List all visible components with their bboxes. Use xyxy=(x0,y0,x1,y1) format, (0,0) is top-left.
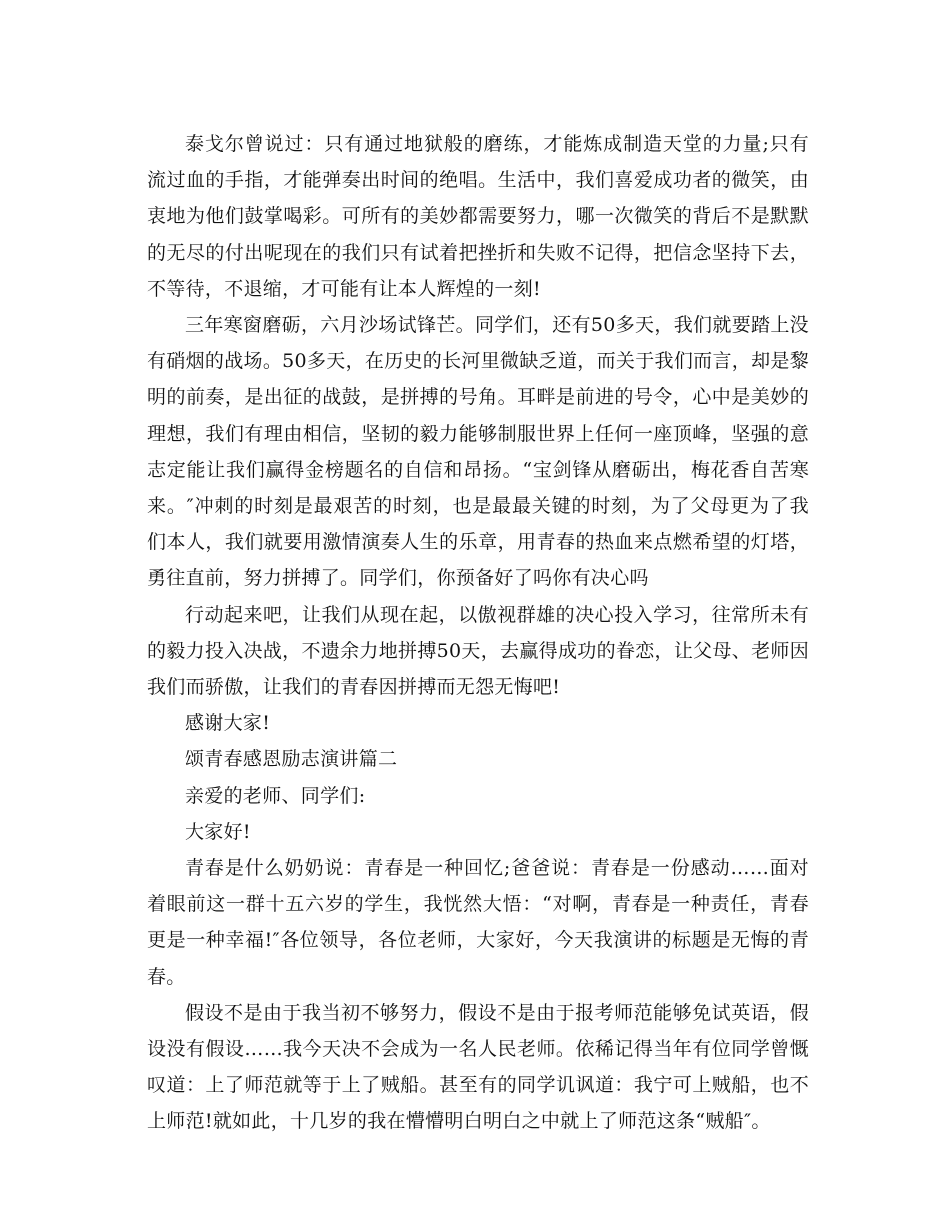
paragraph-normal-school: 假设不是由于我当初不够努力，假设不是由于报考师范能够免试英语，假设没有假设……我今天决不会成为一名人民老师。依稀记得当年有位同学曾慨叹道：上了师范就等于上了贼船。甚至有的同学讥讽道：我宁可上贼船，也不上师范!就如此，十几岁的我在懵懵明白明白之中就上了师范这条“贼船″。 xyxy=(147,1001,809,1133)
paragraph-take-action: 行动起来吧，让我们从现在起，以傲视群雄的决心投入学习，往常所未有的毅力投入决战，不遗余力地拼搏50天，去赢得成功的眷恋，让父母、老师因我们而骄傲，让我们的青春因拼搏而无怨无悔吧! xyxy=(147,603,809,699)
paragraph-fifty-days: 三年寒窗磨砺，六月沙场试锋芒。同学们，还有50多天，我们就要踏上没有硝烟的战场。50多天，在历史的长河里微缺乏道，而关于我们而言，却是黎明的前奏，是出征的战鼓，是拼搏的号角。耳畔是前进的号令，心中是美妙的理想，我们有理由相信，坚韧的毅力能够制服世界上任何一座顶峰，坚强的意志定能让我们赢得金榜题名的自信和昂扬。“宝剑锋从磨砺出，梅花香自苦寒来。″冲刺的时刻是最艰苦的时刻，也是最最关键的时刻，为了父母更为了我们本人，我们就要用激情演奏人生的乐章，用青春的热血来点燃希望的灯塔，勇往直前，努力拼搏了。同学们，你预备好了吗你有决心吗 xyxy=(147,314,809,590)
paragraph-hello: 大家好! xyxy=(185,820,251,843)
paragraph-greeting: 亲爱的老师、同学们: xyxy=(185,784,366,807)
document-body xyxy=(147,126,809,1140)
paragraph-tagore-quote: 泰戈尔曾说过：只有通过地狱般的磨练，才能炼成制造天堂的力量;只有流过血的手指，才能弹奏出时间的绝唱。生活中，我们喜爱成功者的微笑，由衷地为他们鼓掌喝彩。可所有的美妙都需要努力，哪一次微笑的背后不是默默的无尽的付出呢现在的我们只有试着把挫折和失败不记得，把信念坚持下去，不等待，不退缩，才可能有让本人辉煌的一刻! xyxy=(147,133,809,300)
paragraph-thanks: 感谢大家! xyxy=(185,712,271,735)
section-title: 颂青春感恩励志演讲篇二 xyxy=(185,748,398,771)
paragraph-what-is-youth: 青春是什么奶奶说：青春是一种回忆;爸爸说：青春是一份感动……面对着眼前这一群十五六岁的学生，我恍然大悟：“对啊，青春是一种责任，青春更是一种幸福!″各位领导，各位老师，大家好，今天我演讲的标题是无悔的青春。 xyxy=(147,857,809,988)
